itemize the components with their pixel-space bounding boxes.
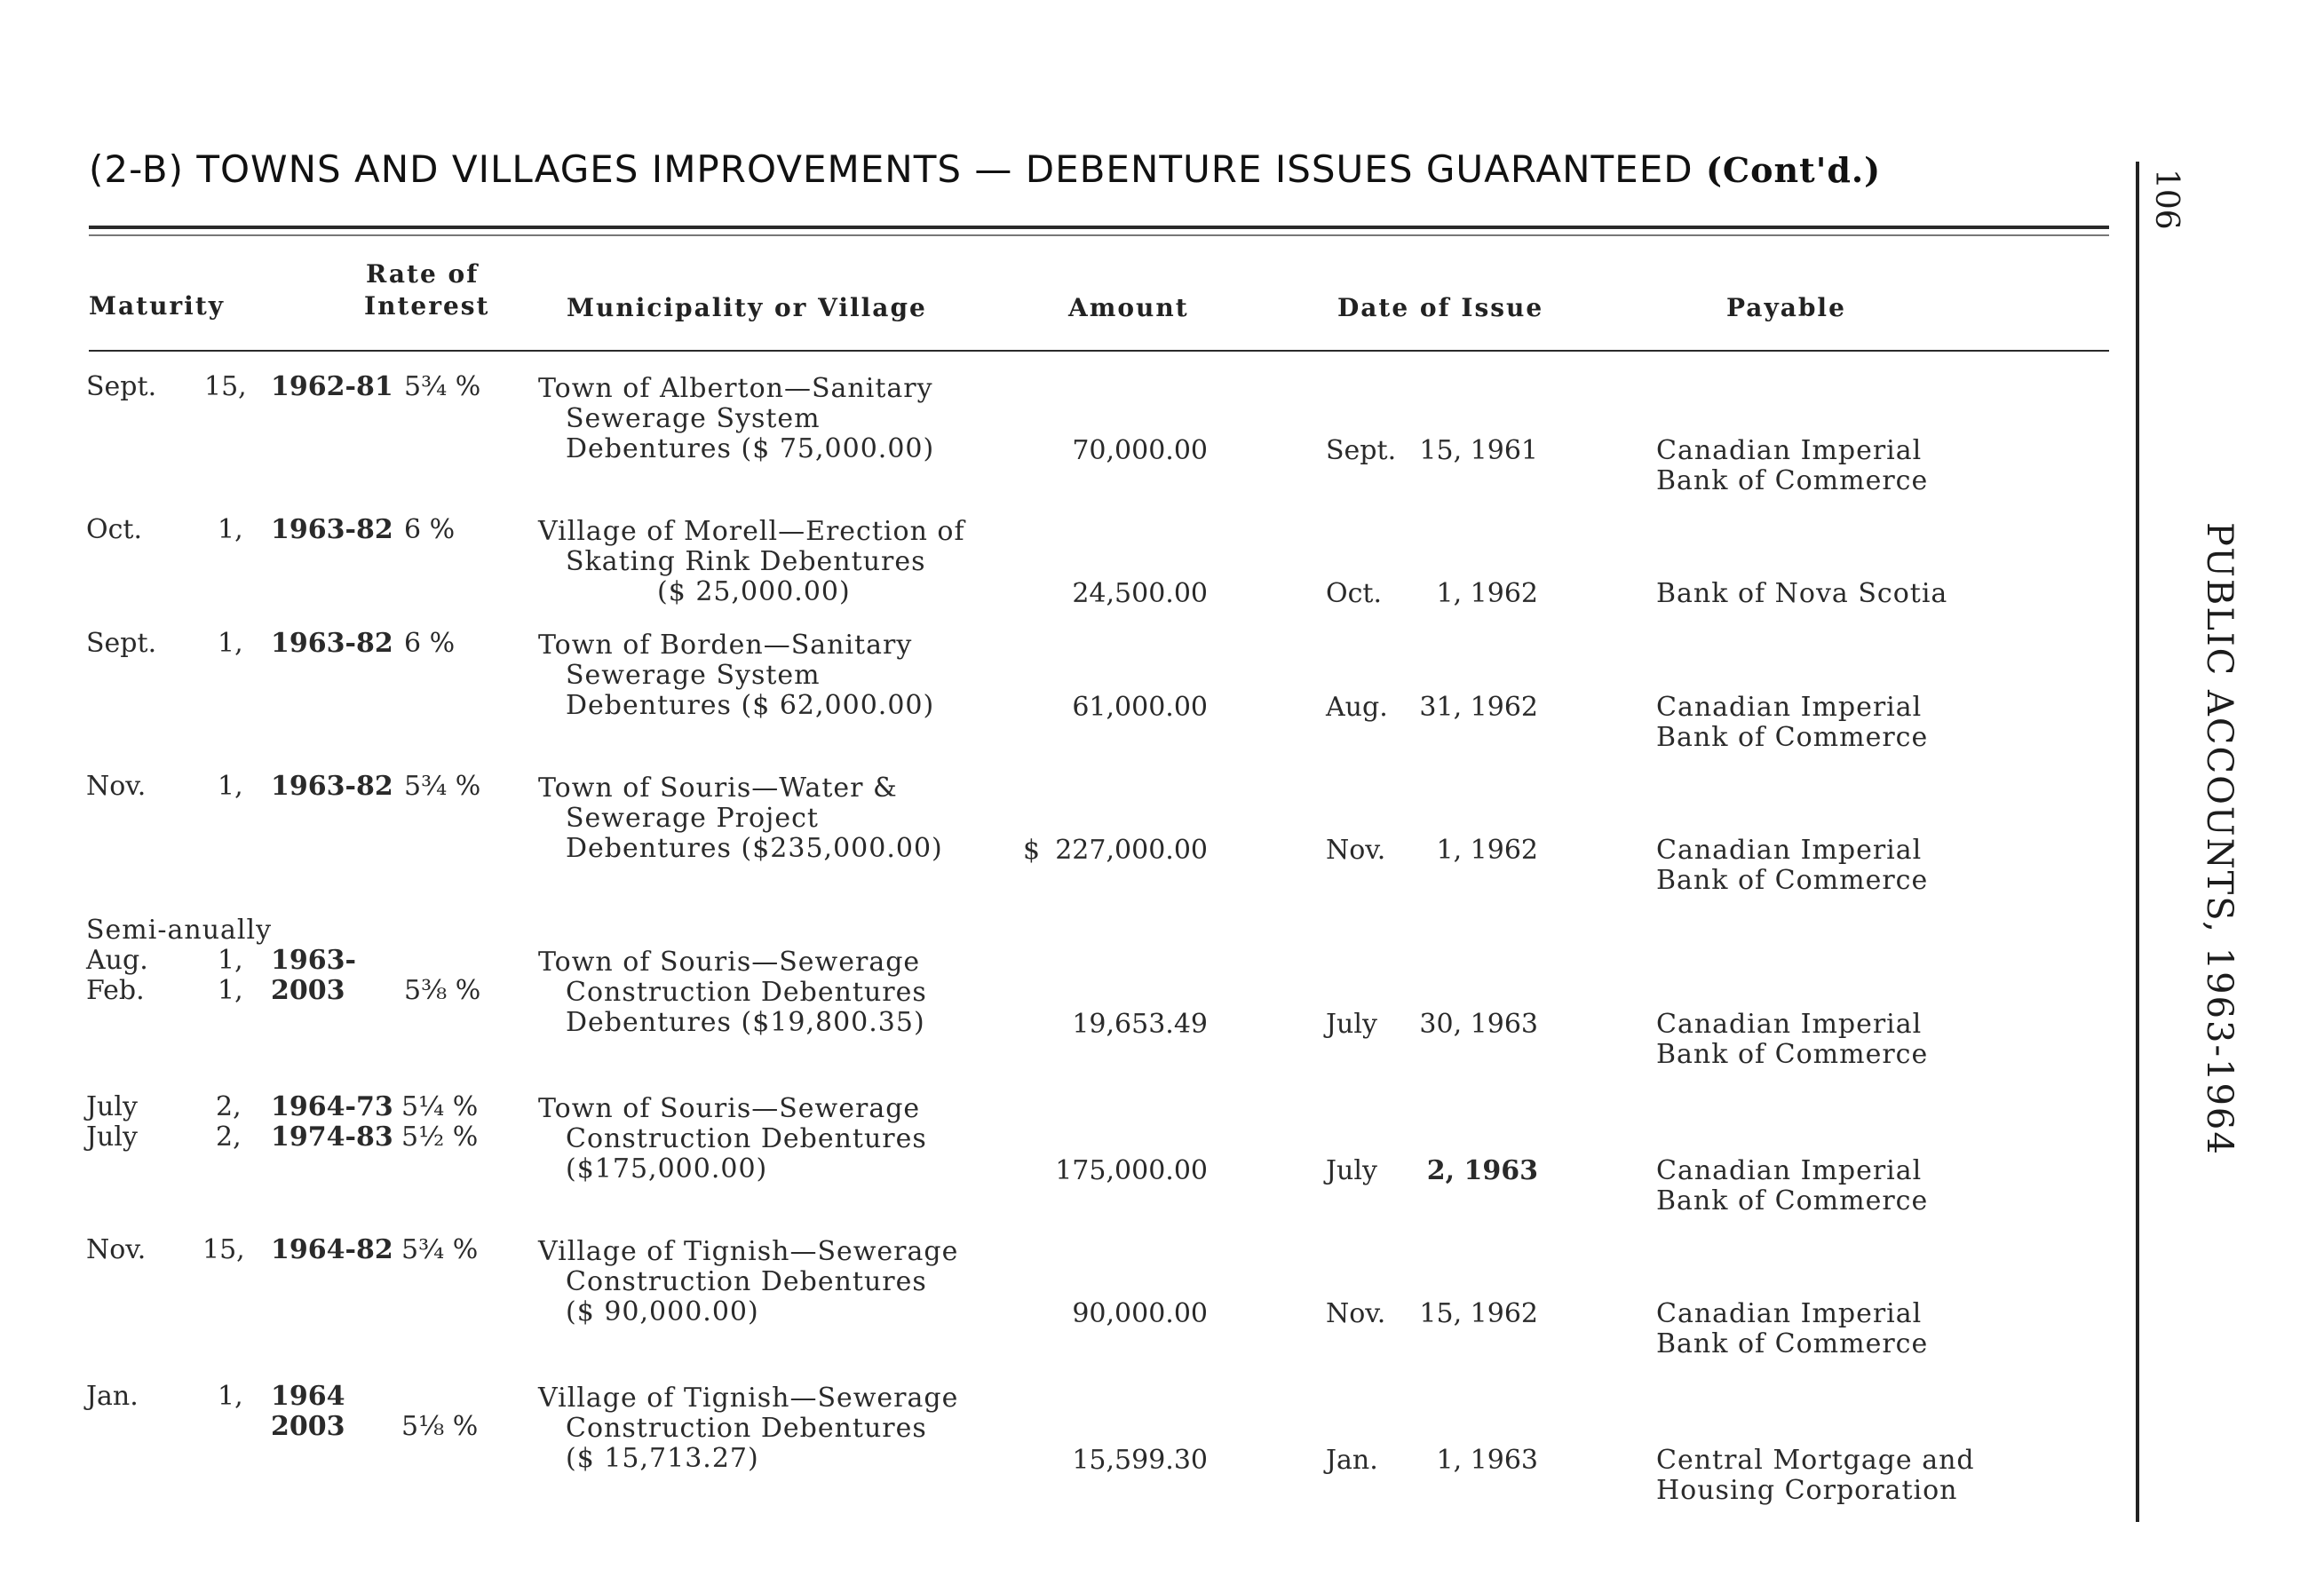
col-header-payable: Payable	[1726, 293, 1846, 322]
maturity-day: 15,	[202, 1234, 245, 1265]
amount: 70,000.00	[1072, 435, 1208, 466]
issue-month: Jan.	[1326, 1445, 1378, 1476]
payable-line: Bank of Commerce	[1656, 1328, 1929, 1359]
amount-currency: $	[1023, 835, 1041, 866]
maturity-month: Jan.	[86, 1381, 139, 1412]
issue-day-year: 2, 1963	[1426, 1155, 1538, 1186]
col-header-rate-line1: Rate of	[366, 259, 480, 289]
municipality-line: Debentures ($235,000.00)	[566, 833, 943, 864]
maturity-years: 1964-82	[271, 1234, 393, 1265]
maturity-years: 1964-73	[271, 1091, 393, 1122]
payable-line: Canadian Imperial	[1656, 1009, 1923, 1040]
title-rule-thick	[89, 226, 2109, 229]
interest-rate: 5¾ %	[404, 371, 481, 402]
maturity-day: 1,	[218, 771, 243, 802]
maturity-month: Feb.	[86, 975, 145, 1006]
margin-rule	[2136, 162, 2139, 1522]
municipality-line: Town of Souris—Sewerage	[538, 1093, 921, 1124]
maturity-years: 1963-82	[271, 771, 393, 802]
municipality-line: ($175,000.00)	[566, 1153, 768, 1185]
maturity-day: 1,	[218, 628, 243, 659]
interest-rate: 6 %	[404, 514, 456, 545]
maturity-years: 1963-82	[271, 628, 393, 659]
maturity-day: 1,	[218, 945, 243, 976]
title-suffix: (Cont'd.)	[1705, 150, 1882, 190]
interest-rate: 5⅛ %	[401, 1411, 479, 1442]
payable-line: Bank of Nova Scotia	[1656, 578, 1948, 609]
interest-rate: 5⅜ %	[404, 975, 481, 1006]
municipality-line: Village of Tignish—Sewerage	[538, 1383, 959, 1414]
interest-rate: 5¾ %	[404, 771, 481, 802]
municipality-line: Construction Debentures	[566, 1123, 927, 1154]
issue-day-year: 15, 1961	[1419, 435, 1538, 466]
municipality-line: Construction Debentures	[566, 977, 927, 1008]
issue-day-year: 1, 1963	[1436, 1445, 1538, 1476]
maturity-day: 1,	[218, 975, 243, 1006]
municipality-line: Construction Debentures	[566, 1266, 927, 1297]
issue-day-year: 30, 1963	[1419, 1009, 1538, 1040]
maturity-years: 2003	[271, 975, 345, 1006]
municipality-line: Sewerage System	[566, 403, 821, 434]
municipality-line: ($ 25,000.00)	[657, 576, 851, 607]
maturity-month: Nov.	[86, 1234, 147, 1265]
col-header-municipality: Municipality or Village	[567, 293, 927, 322]
page-number: 106	[2148, 169, 2185, 230]
municipality-line: Village of Morell—Erection of	[538, 516, 965, 547]
municipality-line: Village of Tignish—Sewerage	[538, 1236, 959, 1267]
municipality-line: Town of Alberton—Sanitary	[538, 373, 933, 404]
issue-day-year: 1, 1962	[1436, 835, 1538, 866]
payable-line: Central Mortgage and	[1656, 1445, 1975, 1476]
payable-line: Bank of Commerce	[1656, 465, 1929, 496]
amount: 90,000.00	[1072, 1298, 1208, 1329]
col-header-amount: Amount	[1068, 293, 1189, 322]
maturity-month: Aug.	[86, 945, 148, 976]
payable-line: Bank of Commerce	[1656, 722, 1929, 753]
maturity-month: July	[86, 1091, 138, 1122]
header-rule	[89, 350, 2109, 352]
municipality-line: ($ 90,000.00)	[566, 1296, 759, 1327]
issue-month: Nov.	[1326, 835, 1386, 866]
maturity-day: 15,	[204, 371, 247, 402]
issue-month: Aug.	[1326, 692, 1388, 723]
municipality-line: Debentures ($19,800.35)	[566, 1007, 925, 1038]
municipality-line: Construction Debentures	[566, 1413, 927, 1444]
amount: 175,000.00	[1055, 1155, 1208, 1186]
maturity-years: 2003	[271, 1411, 345, 1442]
payable-line: Canadian Imperial	[1656, 435, 1923, 466]
maturity-years: 1963-82	[271, 514, 393, 545]
payment-frequency: Semi-anually	[86, 915, 273, 946]
payable-line: Bank of Commerce	[1656, 1039, 1929, 1070]
maturity-day: 1,	[218, 1381, 243, 1412]
payable-line: Canadian Imperial	[1656, 1155, 1923, 1186]
amount: 19,653.49	[1072, 1009, 1208, 1040]
payable-line: Bank of Commerce	[1656, 865, 1929, 896]
payable-line: Housing Corporation	[1656, 1475, 1958, 1506]
municipality-line: Skating Rink Debentures	[566, 546, 926, 577]
municipality-line: ($ 15,713.27)	[566, 1443, 759, 1474]
maturity-month: Oct.	[86, 514, 142, 545]
maturity-month: Nov.	[86, 771, 147, 802]
maturity-years: 1963-	[271, 945, 356, 976]
payable-line: Canadian Imperial	[1656, 1298, 1923, 1329]
page-title	[89, 147, 2131, 191]
interest-rate: 5½ %	[401, 1121, 479, 1153]
interest-rate: 5¾ %	[401, 1234, 479, 1265]
col-header-rate-line2: Interest	[364, 291, 490, 321]
maturity-month: Sept.	[86, 628, 157, 659]
maturity-month: Sept.	[86, 371, 157, 402]
maturity-years: 1962-81	[271, 371, 393, 402]
issue-month: Oct.	[1326, 578, 1382, 609]
running-head: PUBLIC ACCOUNTS, 1963-1964	[2199, 522, 2240, 1156]
municipality-line: Debentures ($ 62,000.00)	[566, 690, 935, 721]
maturity-day: 2,	[216, 1121, 242, 1153]
issue-day-year: 15, 1962	[1419, 1298, 1538, 1329]
payable-line: Canadian Imperial	[1656, 692, 1923, 723]
municipality-line: Sewerage Project	[566, 803, 819, 834]
municipality-line: Town of Souris—Sewerage	[538, 947, 921, 978]
col-header-maturity: Maturity	[89, 291, 226, 321]
amount: 24,500.00	[1072, 578, 1208, 609]
amount: 61,000.00	[1072, 692, 1208, 723]
maturity-years: 1964	[271, 1381, 345, 1412]
municipality-line: Town of Souris—Water &	[538, 773, 898, 804]
payable-line: Canadian Imperial	[1656, 835, 1923, 866]
municipality-line: Debentures ($ 75,000.00)	[566, 433, 935, 464]
interest-rate: 5¼ %	[401, 1091, 479, 1122]
interest-rate: 6 %	[404, 628, 456, 659]
title-main: TOWNS AND VILLAGES IMPROVEMENTS — DEBENTURE ISSUES GUARANTEED	[196, 147, 1693, 191]
amount: 227,000.00	[1055, 835, 1208, 866]
issue-month: July	[1326, 1009, 1377, 1040]
issue-day-year: 31, 1962	[1419, 692, 1538, 723]
issue-month: Nov.	[1326, 1298, 1386, 1329]
title-prefix: (2-B)	[89, 147, 184, 191]
maturity-years: 1974-83	[271, 1121, 393, 1153]
municipality-line: Sewerage System	[566, 660, 821, 691]
issue-month: July	[1326, 1155, 1377, 1186]
municipality-line: Town of Borden—Sanitary	[538, 630, 913, 661]
maturity-month: July	[86, 1121, 138, 1153]
maturity-day: 1,	[218, 514, 243, 545]
col-header-date-of-issue: Date of Issue	[1337, 293, 1544, 322]
issue-month: Sept.	[1326, 435, 1397, 466]
maturity-day: 2,	[216, 1091, 242, 1122]
payable-line: Bank of Commerce	[1656, 1185, 1929, 1216]
issue-day-year: 1, 1962	[1436, 578, 1538, 609]
amount: 15,599.30	[1072, 1445, 1208, 1476]
title-rule-thin	[89, 234, 2109, 236]
